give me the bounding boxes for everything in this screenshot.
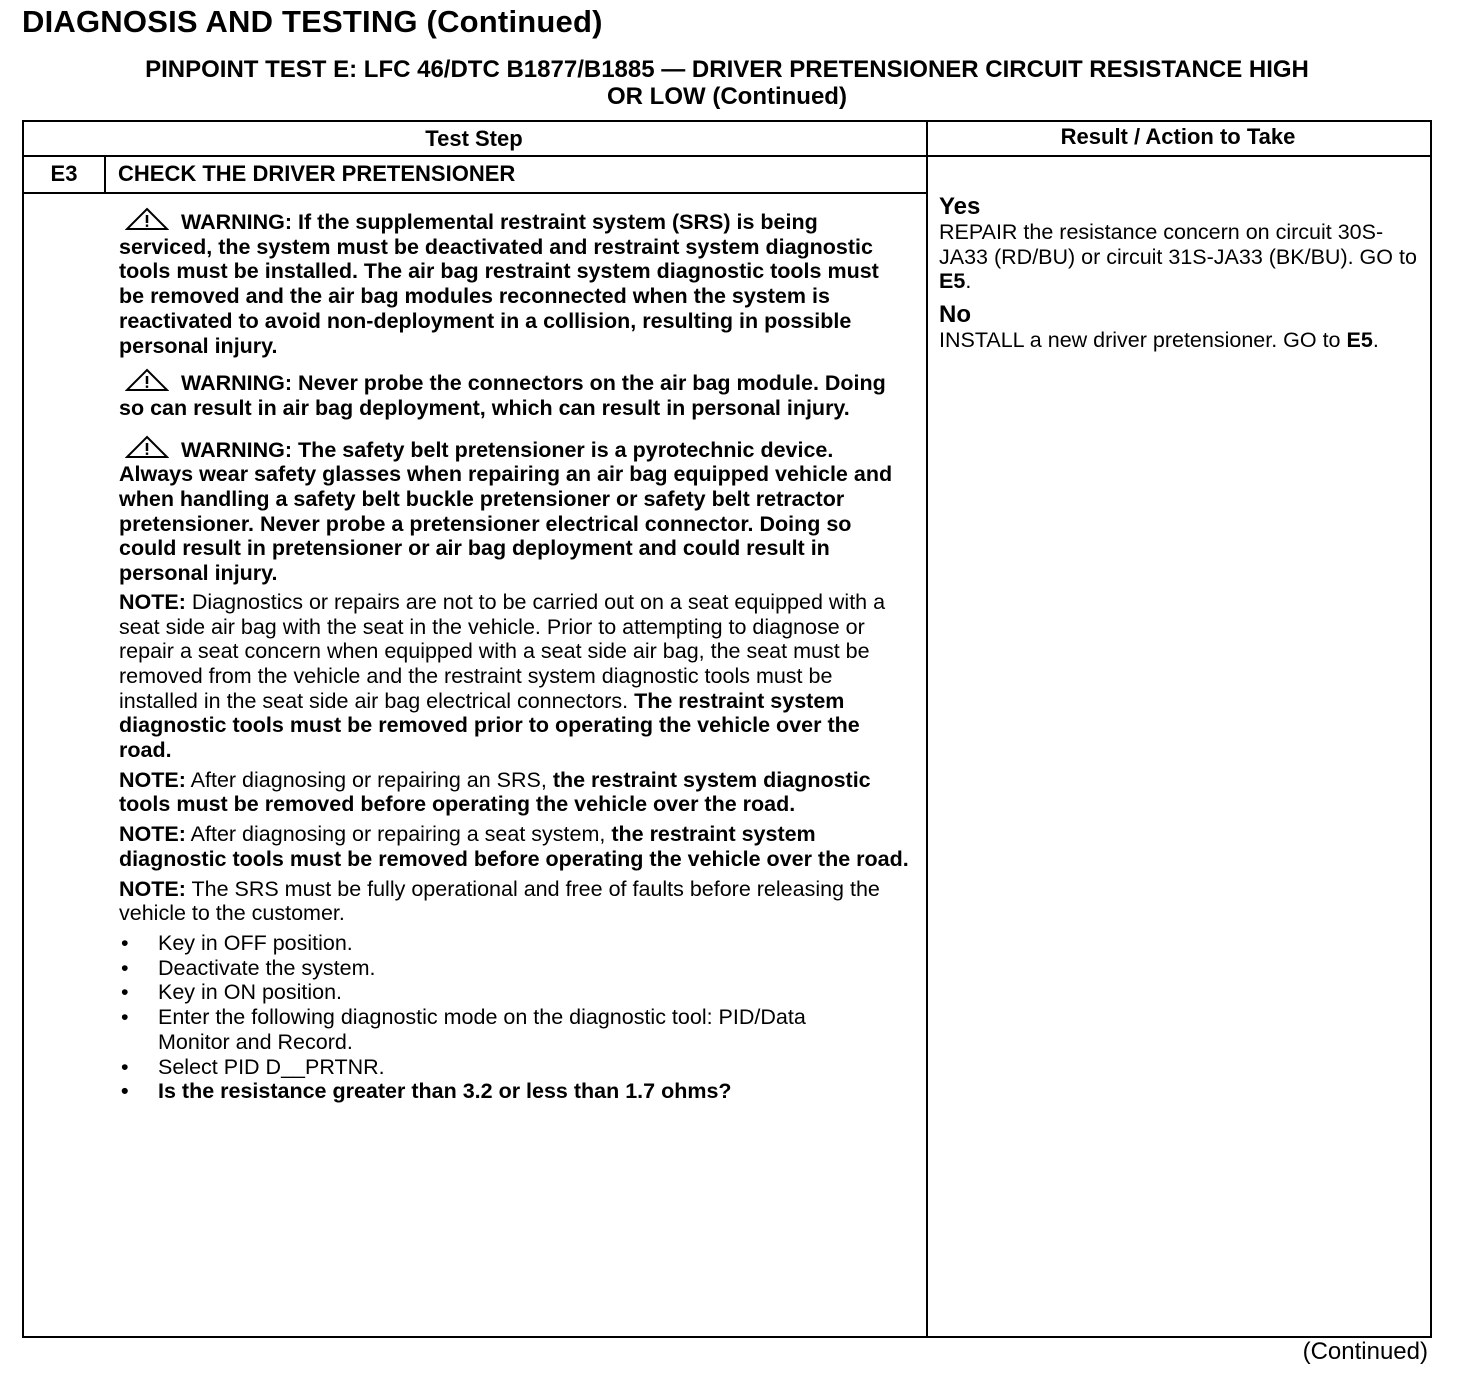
result-yes-label: Yes [939,193,981,220]
step-bullet-list [119,931,909,1104]
result-action-column [939,194,1427,361]
warning-triangle-icon [125,368,169,392]
warning-triangle-icon [125,207,169,231]
test-title-line-2: OR LOW (Continued) [607,83,847,110]
note-srs-operational: NOTE: The SRS must be fully operational and free of faults before releasing the vehicle to the customer. [119,876,880,926]
pinpoint-test-title [22,56,1432,110]
goto-link-e5: E5 [939,269,966,294]
warning-triangle-icon [125,435,169,459]
note-seat-side-air-bag: NOTE: Diagnostics or repairs are not to be carried out on a seat equipped with a seat side air bag with the seat in the vehicle. Prior to attempting to diagnose or repair a seat concern when equipped with a seat side air bag, the seat must be removed from the vehicle and the restraint system diagnostic tools must be installed in the seat side air bag electrical connectors. The restraint system diagnostic tools must be removed prior to operating the vehicle over the road. [119,589,886,763]
step-row-divider [22,192,927,194]
note-after-srs-repair: NOTE: After diagnosing or repairing an SRS, the restraint system diagnostic tools must be removed before operating the vehicle over the road. [119,767,871,817]
result-no-action: INSTALL a new driver pretensioner. GO to E5. [939,328,1379,353]
step-id: E3 [50,161,78,186]
goto-link-e5: E5 [1346,328,1373,353]
step-name: CHECK THE DRIVER PRETENSIONER [118,161,516,186]
column-header-result: Result / Action to Take [1060,124,1296,149]
note-after-seat-repair: NOTE: After diagnosing or repairing a seat system, the restraint system diagnostic tools must be removed before operating the vehicle over the road. [119,822,909,871]
list-item: • Key in OFF position. [119,931,909,956]
list-item: • Select PID D__PRTNR. [119,1055,909,1080]
warning-probe-connectors: WARNING: Never probe the connectors on the air bag module. Doing so can result in air bag deployment, which can result in personal injury. [119,368,909,420]
result-yes-action: REPAIR the resistance concern on circuit 30S-JA33 (RD/BU) or circuit 31S-JA33 (BK/BU). GO to E5. [939,220,1417,294]
column-header-test-step: Test Step [425,126,523,151]
result-yes [939,194,1427,294]
list-item: • Enter the following diagnostic mode on the diagnostic tool: PID/Data Monitor and Record. [119,1005,909,1054]
result-no-label: No [939,301,971,329]
step-question: • Is the resistance greater than 3.2 or less than 1.7 ohms? [119,1079,909,1104]
page-title: DIAGNOSIS AND TESTING (Continued) [22,4,603,39]
warning-srs-service: WARNING: If the supplemental restraint system (SRS) is being serviced, the system must be deactivated and restraint system diagnostic tools must be installed. The air bag restraint system diagnostic tools must be removed and the air bag modules reconnected when the system is reactivated to avoid non-deployment in a collision, resulting in possible personal injury. [119,207,909,358]
header-divider [22,155,1430,157]
warning-pyrotechnic-device: WARNING: The safety belt pretensioner is a pyrotechnic device. Always wear safety glasses when repairing an air bag equipped vehicle and when handling a safety belt buckle pretensioner or safety belt retractor pretensioner. Never probe a pretensioner electrical connector. Doing so could result in pretensioner or air bag deployment and could result in personal injury. [119,435,909,586]
continued-label: (Continued) [1302,1338,1428,1365]
step-id-divider [104,155,106,193]
column-divider [926,120,928,1336]
list-item: • Key in ON position. [119,980,909,1005]
test-step-body [119,207,909,1104]
result-no [939,302,1427,353]
list-item: • Deactivate the system. [119,956,909,981]
test-title-line-1: PINPOINT TEST E: LFC 46/DTC B1877/B1885 — DRIVER PRETENSIONER CIRCUIT RESISTANCE HIGH [145,56,1309,83]
